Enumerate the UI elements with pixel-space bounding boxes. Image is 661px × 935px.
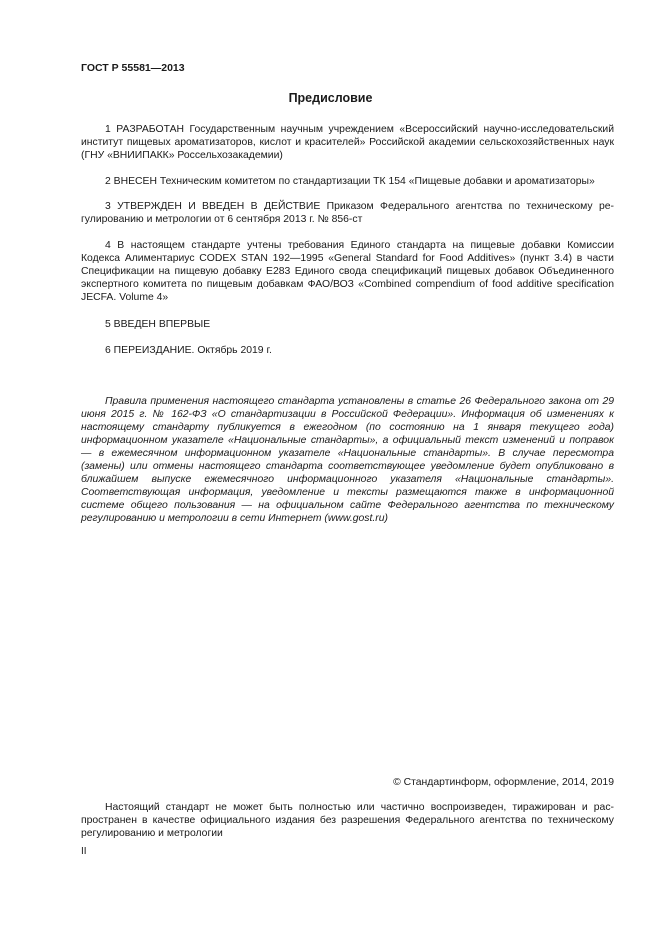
reproduction-notice: Настоящий стандарт не может быть полностью или частично воспроизведен, тиражирован и распространен в качестве официального издания без разрешения Федерального агентства по техническому регулированию и метрологии <box>81 802 614 839</box>
copyright-line: © Стандартинформ, оформление, 2014, 2019 <box>393 777 614 788</box>
preface-item-6: 6 ПЕРЕИЗДАНИЕ. Октябрь 2019 г. <box>105 345 272 356</box>
preface-item-3: 3 УТВЕРЖДЕН И ВВЕДЕН В ДЕЙСТВИЕ Приказом Федерального агентства по техническому регулированию и метрологии от 6 сентября 2013 г. № 856-ст <box>81 201 614 225</box>
preface-item-1: 1 РАЗРАБОТАН Государственным научным учреждением «Всероссийский научно-исследовательский институт пищевых ароматизаторов, кислот и красителей» Российской академии сельскохозяйственных наук (ГНУ «ВНИИПАКК» Россельхозакадемии) <box>81 124 614 161</box>
page-title: Предисловие <box>288 91 373 105</box>
preface-item-2: 2 ВНЕСЕН Техническим комитетом по стандартизации ТК 154 «Пищевые добавки и ароматизаторы» <box>105 176 595 187</box>
preface-item-5: 5 ВВЕДЕН ВПЕРВЫЕ <box>105 319 211 330</box>
document-code: ГОСТ Р 55581—2013 <box>81 62 185 74</box>
page-number: II <box>81 846 87 857</box>
preface-item-4: 4 В настоящем стандарте учтены требования Единого стандарта на пищевые добавки Комиссии Кодекса Алиментариус CODEX STAN 192—1995 «General Standard for Food Additives» (пункт 3.4) в части Спецификации на пищевую добавку Е283 Единого свода спецификаций пищевых добавок Объединенного экспертного комитета по пищевым добавкам ФАО/ВОЗ «Combined compendium of food additive specification JECFA. Volume 4» <box>81 240 614 303</box>
standard-rules-note: Правила применения настоящего стандарта установлены в статье 26 Федерального закона от 29 июня 2015 г. № 162-ФЗ «О стандартизации в Российской Федерации». Информация об изменениях к настоящему стандарту публикуется в ежегодном (по состоянию на 1 января текущего года) информационном указателе «Национальные стандарты», а официальный текст изменений и поправок — в ежемесячном информационном указателе «Национальные стандарты». В случае пересмотра (замены) или отмены настоящего стандарта соответствующее уведомление будет опубликовано в ближайшем выпуске ежемесячного информационного указателя «Национальные стандарты». Соответствующая информация, уведомление и тексты размещаются также в информационной системе общего пользования — на официальном сайте Федерального агентства по техническому регулированию и метрологии в сети Интернет (www.gost.ru) <box>81 396 614 524</box>
